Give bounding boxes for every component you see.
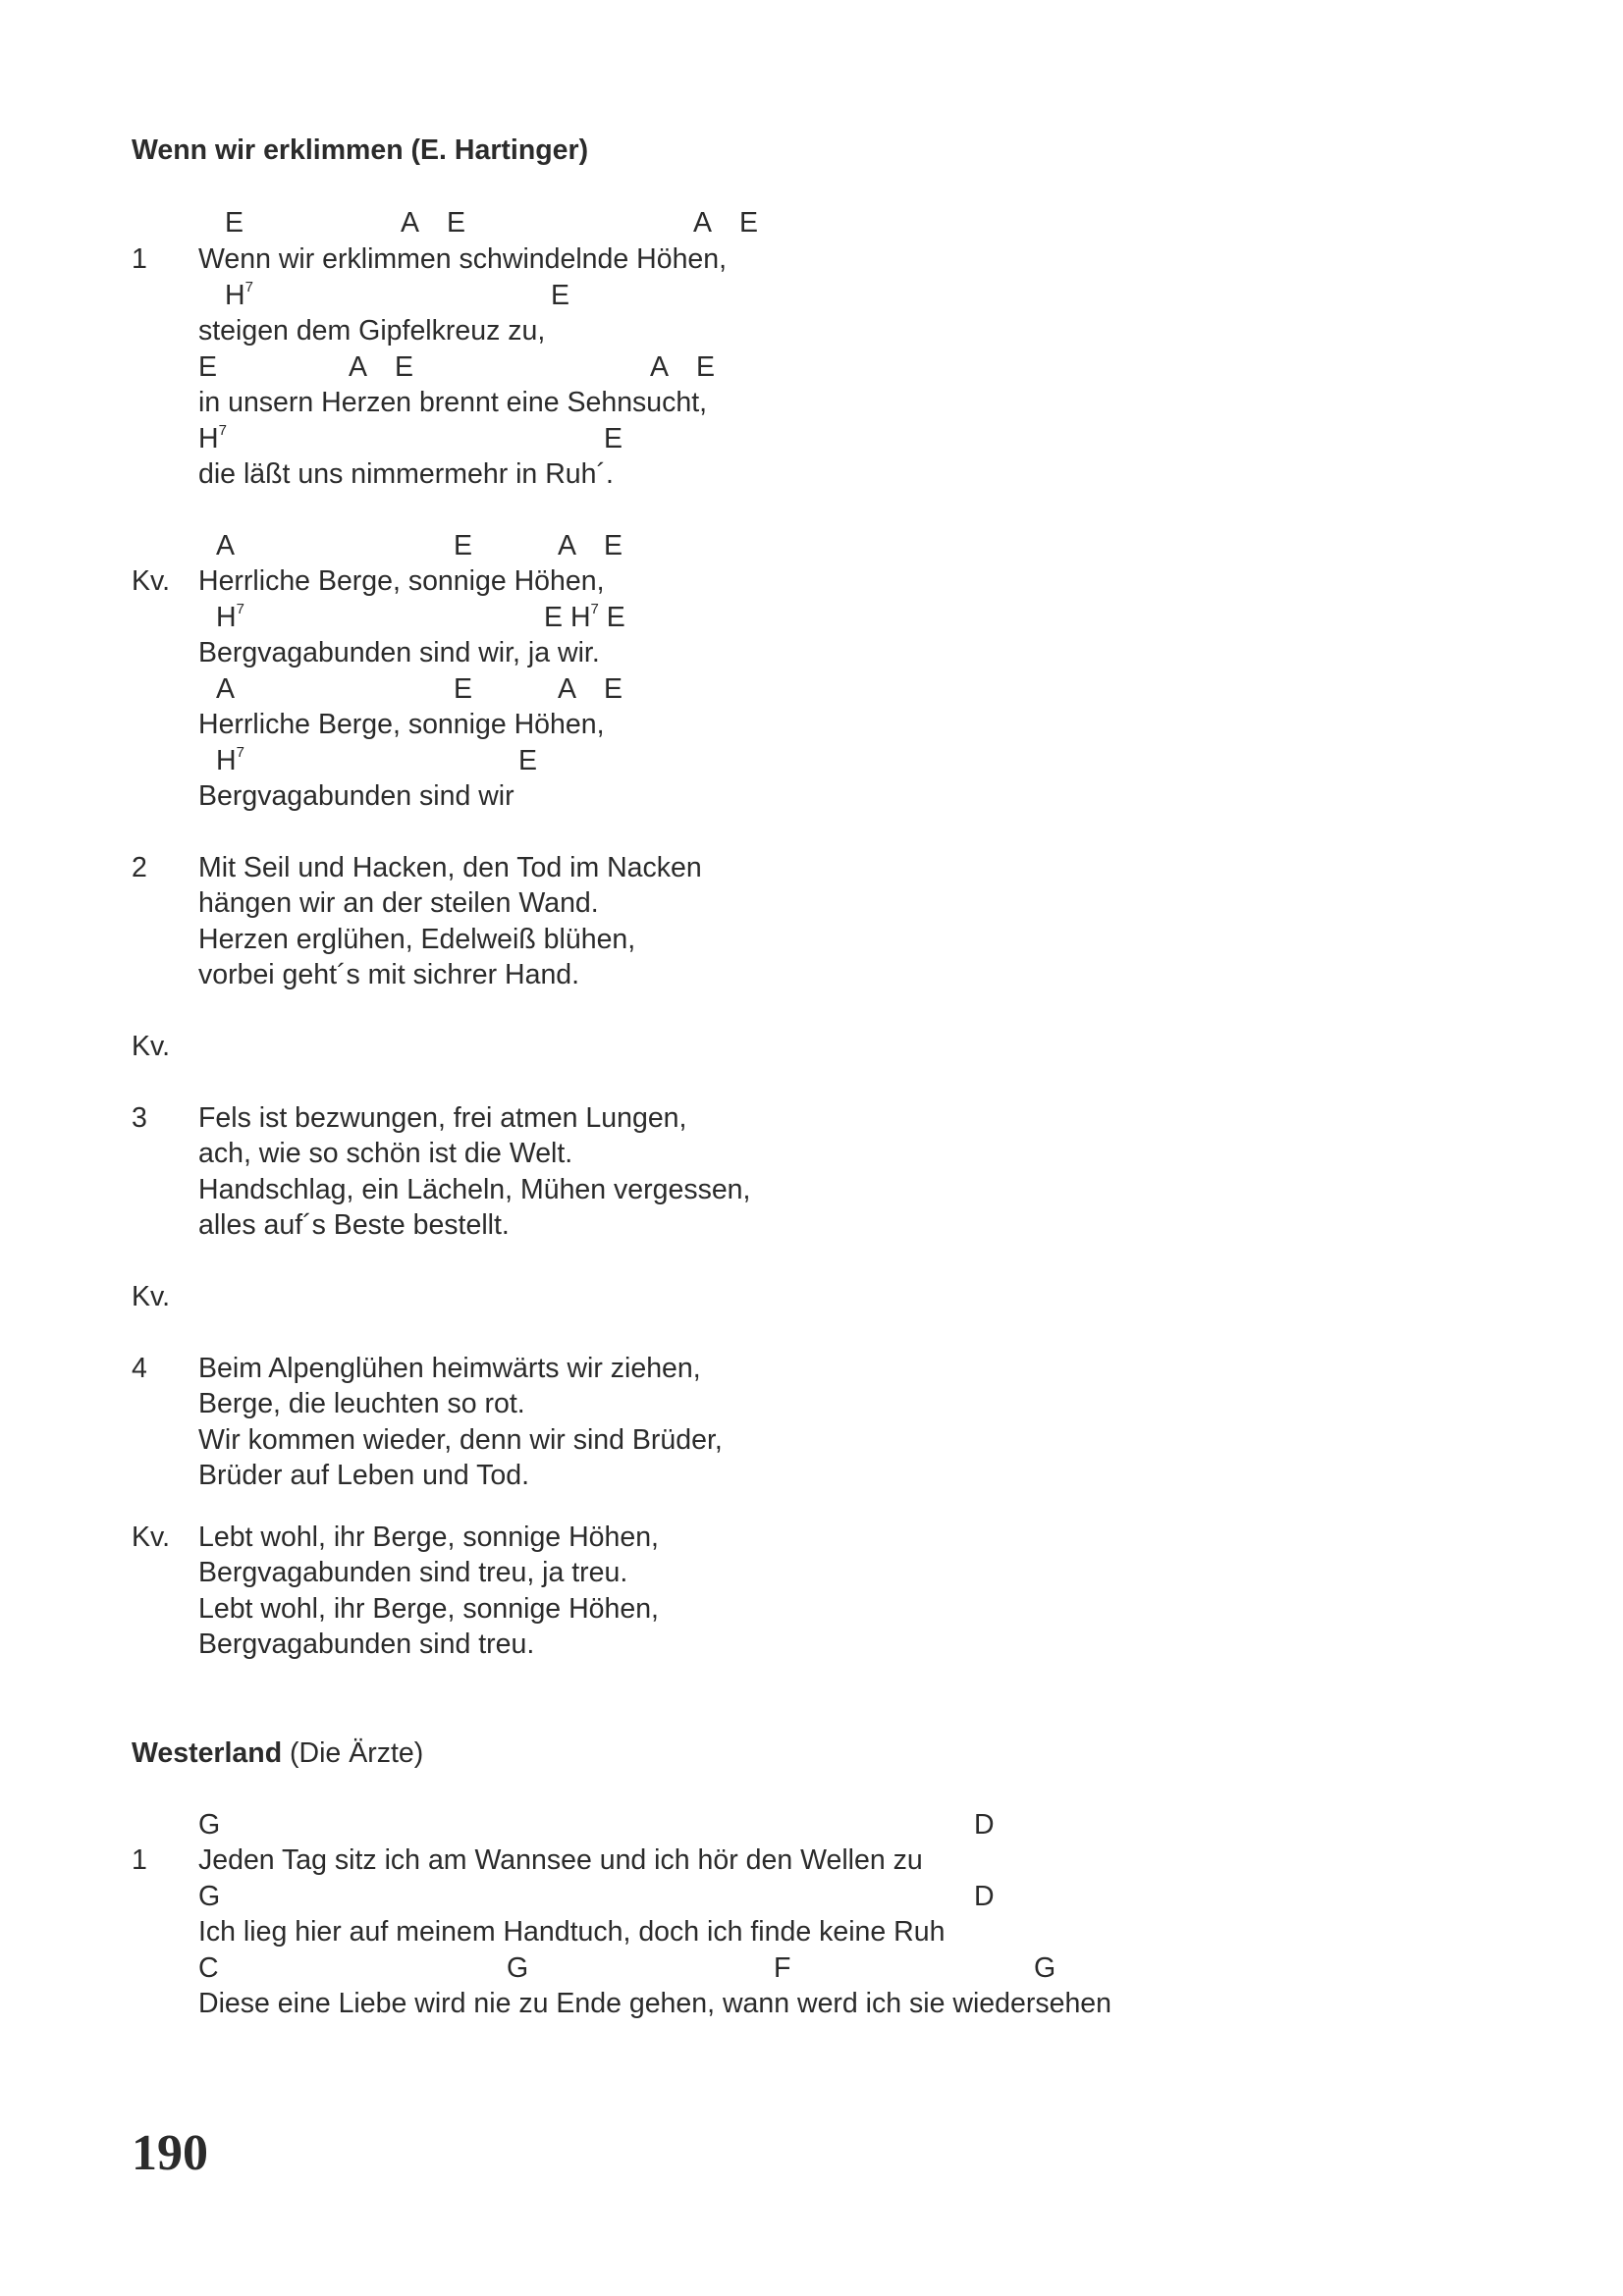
lyric-line: Diese eine Liebe wird nie zu Ende gehen, wann werd ich sie wiedersehen xyxy=(198,1988,1111,2019)
chord: E xyxy=(604,530,623,561)
chord: E xyxy=(395,351,414,383)
lyric-line: vorbei geht´s mit sichrer Hand. xyxy=(198,959,580,990)
lyric-line: alles auf´s Beste bestellt. xyxy=(198,1209,510,1241)
verse-number: 3 xyxy=(132,1102,147,1134)
chord: E xyxy=(604,423,623,454)
verse-number: 1 xyxy=(132,243,147,275)
lyric-line: ach, wie so schön ist die Welt. xyxy=(198,1138,573,1169)
lyric-line: Handschlag, ein Lächeln, Mühen vergessen, xyxy=(198,1174,751,1205)
lyric-line: Lebt wohl, ihr Berge, sonnige Höhen, xyxy=(198,1522,659,1553)
chord: E $H^7$ E xyxy=(544,601,625,633)
chord: A xyxy=(693,207,713,239)
chord: E xyxy=(454,673,473,705)
chord: D xyxy=(974,1809,995,1841)
lyric-line: Bergvagabunden sind wir xyxy=(198,780,514,812)
chord: A xyxy=(650,351,670,383)
verse-number: 1 xyxy=(132,1844,147,1876)
chord: A xyxy=(558,673,577,705)
lyric-line: Wenn wir erklimmen schwindelnde Höhen, xyxy=(198,243,728,275)
chord: A xyxy=(558,530,577,561)
chord: C xyxy=(198,1952,219,1984)
song-title: Westerland (Die Ärzte) xyxy=(132,1737,424,1769)
lyric-line: Jeden Tag sitz ich am Wannsee und ich hör den Wellen zu xyxy=(198,1844,923,1876)
lyric-line: in unsern Herzen brennt eine Sehnsucht, xyxy=(198,387,708,418)
lyric-line: Bergvagabunden sind treu. xyxy=(198,1629,535,1660)
chorus-reference: Kv. xyxy=(132,1281,171,1312)
lyric-line: Mit Seil und Hacken, den Tod im Nacken xyxy=(198,852,702,883)
lyric-line: Herzen erglühen, Edelweiß blühen, xyxy=(198,924,636,955)
chorus-reference: Kv. xyxy=(132,1031,171,1062)
chord: F xyxy=(774,1952,791,1984)
lyric-line: Beim Alpenglühen heimwärts wir ziehen, xyxy=(198,1353,701,1384)
chord: G xyxy=(507,1952,529,1984)
chord: $H^7$ xyxy=(216,601,244,633)
lyric-line: Wir kommen wieder, denn wir sind Brüder, xyxy=(198,1424,723,1456)
lyric-line: Bergvagabunden sind treu, ja treu. xyxy=(198,1557,628,1588)
chorus-label: Kv. xyxy=(132,565,171,597)
lyric-line: Ich lieg hier auf meinem Handtuch, doch ich finde keine Ruh xyxy=(198,1916,946,1948)
lyric-line: Herrliche Berge, sonnige Höhen, xyxy=(198,565,605,597)
chord: E xyxy=(696,351,716,383)
chord: A xyxy=(216,673,236,705)
chord: A xyxy=(216,530,236,561)
chord: E xyxy=(225,207,244,239)
chord: E xyxy=(447,207,466,239)
lyric-line: hängen wir an der steilen Wand. xyxy=(198,887,599,919)
chord: A xyxy=(401,207,420,239)
lyric-line: Bergvagabunden sind wir, ja wir. xyxy=(198,637,600,668)
chord: E xyxy=(454,530,473,561)
song-title: Wenn wir erklimmen (E. Hartinger) xyxy=(132,134,589,166)
lyric-line: Fels ist bezwungen, frei atmen Lungen, xyxy=(198,1102,687,1134)
chord: E xyxy=(198,351,218,383)
chord: A xyxy=(349,351,368,383)
chorus-label: Kv. xyxy=(132,1522,171,1553)
lyric-line: die läßt uns nimmermehr in Ruh´. xyxy=(198,458,614,490)
chord: $H^7$ xyxy=(225,279,253,311)
page-number: 190 xyxy=(132,2125,208,2181)
chord: E xyxy=(551,280,570,311)
chord: G xyxy=(198,1809,221,1841)
lyric-line: steigen dem Gipfelkreuz zu, xyxy=(198,315,546,347)
chord: E xyxy=(518,745,538,776)
verse-number: 4 xyxy=(132,1353,147,1384)
chord: G xyxy=(1034,1952,1056,1984)
lyric-line: Berge, die leuchten so rot. xyxy=(198,1388,525,1419)
lyric-line: Brüder auf Leben und Tod. xyxy=(198,1460,529,1491)
chord: E xyxy=(739,207,759,239)
verse-number: 2 xyxy=(132,852,147,883)
chord: D xyxy=(974,1881,995,1912)
chord: $H^7$ xyxy=(198,422,227,454)
chord: G xyxy=(198,1881,221,1912)
lyric-line: Lebt wohl, ihr Berge, sonnige Höhen, xyxy=(198,1593,659,1625)
chord: E xyxy=(604,673,623,705)
chord: $H^7$ xyxy=(216,744,244,776)
lyric-line: Herrliche Berge, sonnige Höhen, xyxy=(198,709,605,740)
